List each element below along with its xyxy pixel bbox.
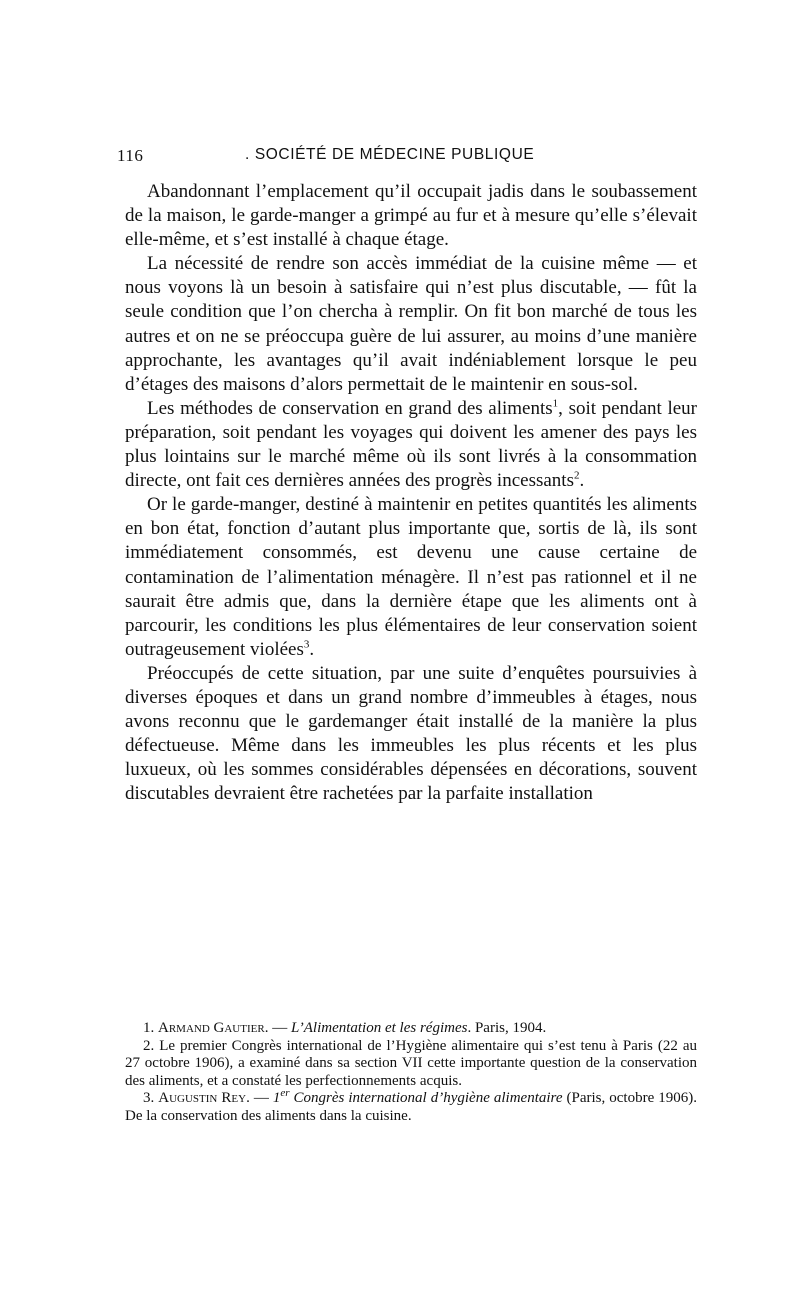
paragraph-3-text: Les méthodes de conservation en grand des aliments (147, 397, 553, 419)
footnotes (125, 1020, 697, 1126)
footnote-1-title: L’Alimentation et les régimes (290, 1020, 468, 1036)
footnote-3-rest: (Paris, octobre 1906). De la conservation des aliments dans la cuisine. (125, 1090, 697, 1124)
page-header (117, 146, 697, 172)
footnote-2: 2. Le premier Congrès international de l’Hygiène alimentaire qui s’est tenu à Paris (22 au 27 octobre 1906), a examiné dans sa section VII cette importante question de la conservation des aliments, et a constaté les perfectionnements acquis. (125, 1037, 697, 1089)
body-text (125, 180, 697, 806)
paragraph-3-end: . (579, 470, 585, 492)
footnote-ref-1: 1 (552, 397, 559, 410)
footnote-3-number: 3. (143, 1090, 155, 1107)
paragraph-3 (125, 397, 697, 493)
footnote-1 (125, 1020, 697, 1038)
footnote-3-title-text: Congrès international d’hygiène alimentaire (289, 1090, 563, 1107)
paragraph-1: Abandonnant l’emplacement qu’il occupait jadis dans le soubassement de la maison, le garde-manger a grimpé au fur et à mesure qu’elle s’élevait elle-même, et s’est installé à chaque étage. (125, 181, 697, 251)
footnote-3-title-ordinal-suffix: er (280, 1087, 290, 1100)
footnote-3-title (272, 1087, 563, 1107)
footnote-1-author: Armand Gautier (158, 1020, 265, 1036)
footnote-1-number: 1. (143, 1020, 155, 1036)
paragraph-4 (125, 493, 697, 662)
paragraph-3-text-cont: , soit pendant leur préparation, soit pendant les voyages qui doivent les amener des pays les plus lointains sur le marché même où ils sont livrés à la consommation directe, ont fait ces dernières années des progrès incessants (125, 397, 697, 492)
paragraph-4-text: Or le garde-manger, destiné à maintenir en petites quantités les aliments en bon état, fonction d’autant plus importante que, sortis de là, ils sont immédiatement consommés, est devenu une cause certaine de contamination de l’alimentation ménagère. Il n’est pas rationnel et il ne saurait être admis que, dans la dernière étape que les aliments ont à parcourir, les conditions les plus élémentaires de leur conservation soient outrageusement violées (125, 494, 697, 660)
footnote-ref-2: 2 (573, 469, 580, 482)
footnote-1-rest: . Paris, 1904. (467, 1020, 547, 1036)
paragraph-4-end: . (309, 638, 315, 660)
footnote-1-separator: . — (264, 1020, 291, 1036)
footnote-3-separator: . — (246, 1090, 273, 1107)
footnote-3-title-ordinal: 1 (272, 1090, 281, 1107)
paragraph-2: La nécessité de rendre son accès immédiat de la cuisine même — et nous voyons là un besoin à satisfaire qui n’est plus discutable, — fût la seule condition que l’on chercha à remplir. On fit bon marché de tous les autres et on ne se préoccupa guère de lui assurer, au moins d’une manière approchante, les avantages qu’il avait indéniablement lorsque le peu d’étages des maisons d’alors permettait de le maintenir en sous-sol. (125, 253, 697, 395)
footnote-3-author: Augustin Rey (158, 1090, 247, 1107)
footnote-3 (125, 1087, 697, 1125)
paragraph-5: Préoccupés de cette situation, par une suite d’enquêtes poursuivies à diverses époques et dans un grand nombre d’immeubles à étages, nous avons reconnu que le gardemanger était installé de la manière la plus défectueuse. Même dans les immeubles les plus récents et les plus luxueux, où les sommes considérables dépensées en décorations, souvent discutables devraient être rachetées par la parfaite installation (125, 662, 697, 805)
page-number: 116 (117, 146, 144, 165)
running-title: . SOCIÉTÉ DE MÉDECINE PUBLIQUE (245, 146, 535, 163)
footnote-ref-3: 3 (303, 638, 310, 651)
